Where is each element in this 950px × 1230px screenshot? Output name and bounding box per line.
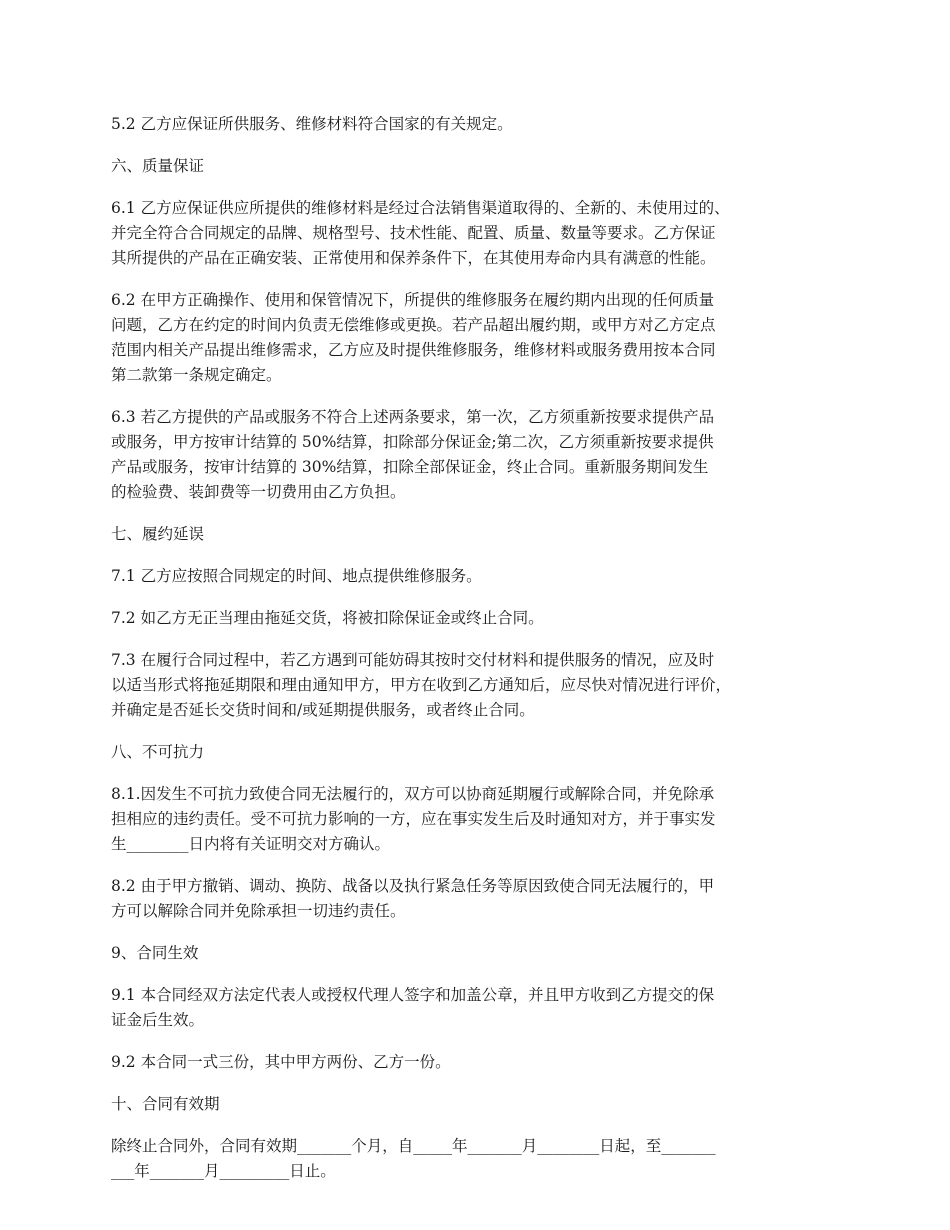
paragraph-6 (111, 564, 856, 589)
text-line: 并确定是否延长交货时间和/或延期提供服务，或者终止合同。 (111, 701, 535, 719)
paragraph-15 (111, 1092, 856, 1117)
paragraph-12 (111, 941, 856, 966)
text-line: 证金后生效。 (111, 1011, 205, 1029)
text-line: 或服务，甲方按审计结算的 50%结算，扣除部分保证金;第二次，乙方须重新按要求提供 (111, 433, 714, 451)
paragraph-5 (111, 522, 856, 547)
text-line: 七、履约延误 (111, 525, 205, 543)
text-line: 除终止合同外，合同有效期_______个月，自_____年_______月________日起，至_______ (111, 1137, 716, 1155)
paragraph-13 (111, 983, 856, 1033)
text-line: 担相应的违约责任。受不可抗力影响的一方，应在事实发生后及时通知对方，并于事实发 (111, 810, 716, 828)
text-line: 7.3 在履行合同过程中，若乙方遇到可能妨碍其按时交付材料和提供服务的情况，应及时 (111, 651, 715, 669)
paragraph-16 (111, 1134, 856, 1184)
document-page (111, 112, 856, 1201)
text-line: 八、不可抗力 (111, 743, 205, 761)
text-line: 的检验费、装卸费等一切费用由乙方负担。 (111, 483, 406, 501)
text-line: 8.2 由于甲方撤销、调动、换防、战备以及执行紧急任务等原因致使合同无法履行的，甲 (111, 877, 715, 895)
text-line: 并完全符合合同规定的品牌、规格型号、技术性能、配置、质量、数量等要求。乙方保证 (111, 224, 716, 242)
text-line: 8.1.因发生不可抗力致使合同无法履行的，双方可以协商延期履行或解除合同，并免除承 (111, 785, 715, 803)
text-line: 方可以解除合同并免除承担一切违约责任。 (111, 902, 406, 920)
text-line: 9.1 本合同经双方法定代表人或授权代理人签字和加盖公章，并且甲方收到乙方提交的保 (111, 986, 715, 1004)
paragraph-14 (111, 1050, 856, 1075)
text-line: 9.2 本合同一式三份，其中甲方两份、乙方一份。 (111, 1053, 451, 1071)
text-line: 范围内相关产品提出维修需求，乙方应及时提供维修服务，维修材料或服务费用按本合同 (111, 341, 716, 359)
text-line: 生________日内将有关证明交对方确认。 (111, 835, 391, 853)
text-line: 9、合同生效 (111, 944, 199, 962)
paragraph-9 (111, 740, 856, 765)
paragraph-11 (111, 874, 856, 924)
text-line: 7.2 如乙方无正当理由拖延交货，将被扣除保证金或终止合同。 (111, 609, 544, 627)
text-line: 6.2 在甲方正确操作、使用和保管情况下，所提供的维修服务在履约期内出现的任何质量 (111, 291, 715, 309)
paragraph-10 (111, 782, 856, 857)
text-line: 十、合同有效期 (111, 1095, 220, 1113)
text-line: 6.1 乙方应保证供应所提供的维修材料是经过合法销售渠道取得的、全新的、未使用过的、 (111, 199, 730, 217)
paragraph-4 (111, 405, 856, 505)
text-line: 6.3 若乙方提供的产品或服务不符合上述两条要求，第一次，乙方须重新按要求提供产品 (111, 408, 715, 426)
paragraph-7 (111, 606, 856, 631)
text-line: ___年_______月_________日止。 (111, 1162, 336, 1180)
text-line: 产品或服务，按审计结算的 30%结算，扣除全部保证金，终止合同。重新服务期间发生 (111, 458, 709, 476)
text-line: 第二款第一条规定确定。 (111, 366, 282, 384)
paragraph-3 (111, 288, 856, 388)
text-line: 问题，乙方在约定的时间内负责无偿维修或更换。若产品超出履约期，或甲方对乙方定点 (111, 316, 716, 334)
text-line: 其所提供的产品在正确安装、正常使用和保养条件下，在其使用寿命内具有满意的性能。 (111, 249, 716, 267)
paragraph-8 (111, 648, 856, 723)
text-line: 5.2 乙方应保证所供服务、维修材料符合国家的有关规定。 (111, 115, 513, 133)
text-line: 以适当形式将拖延期限和理由通知甲方，甲方在收到乙方通知后，应尽快对情况进行评价， (111, 676, 732, 694)
paragraph-1 (111, 154, 856, 179)
paragraph-0 (111, 112, 856, 137)
text-line: 六、质量保证 (111, 157, 205, 175)
paragraph-2 (111, 196, 856, 271)
text-line: 7.1 乙方应按照合同规定的时间、地点提供维修服务。 (111, 567, 482, 585)
